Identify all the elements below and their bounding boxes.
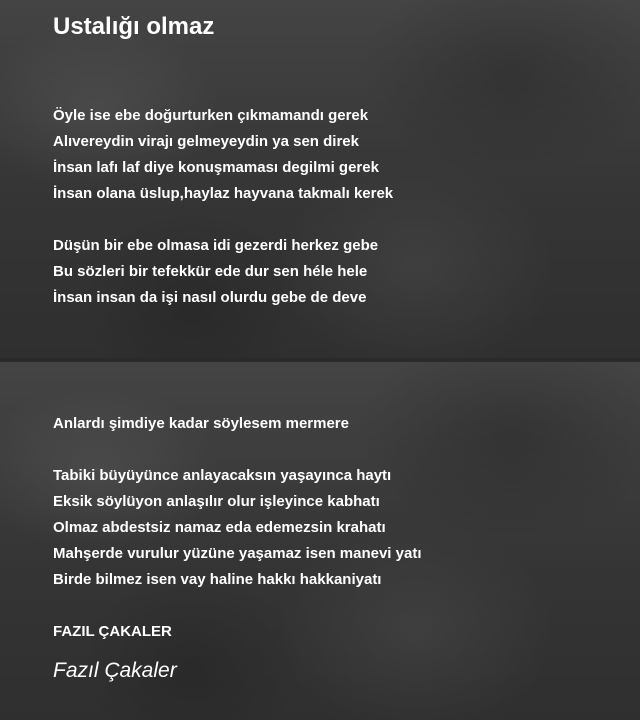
poem-line: Anlardı şimdiye kadar söylesem mermere (53, 415, 349, 432)
poem-line: Alıvereydin virajı gelmeyeydin ya sen direk (53, 133, 359, 150)
poem-title: Ustalığı olmaz (53, 13, 215, 40)
stanza-4 (53, 463, 421, 593)
poem-line: Olmaz abdestsiz namaz eda edemezsin krahatı (53, 519, 386, 536)
poem-line: Birde bilmez isen vay haline hakkı hakkaniyatı (53, 571, 382, 588)
poem-line: Bu sözleri bir tefekkür ede dur sen héle hele (53, 263, 368, 280)
poem-line: Öyle ise ebe doğurturken çıkmamandı gerek (53, 107, 369, 124)
author-name: FAZIL ÇAKALER (53, 623, 172, 640)
poem-line: İnsan insan da işi nasıl olurdu gebe de deve (53, 289, 367, 306)
poem-line: Düşün bir ebe olmasa idi gezerdi herkez gebe (53, 237, 379, 254)
poem-line: İnsan lafı laf diye konuşmaması degilmi gerek (53, 159, 379, 176)
poem-panel-bottom (0, 362, 640, 720)
poem-line: İnsan olana üslup,haylaz hayvana takmalı kerek (53, 185, 394, 202)
stanza-3 (53, 411, 349, 437)
poem-panel-top (0, 0, 640, 358)
poem-line: Tabiki büyüyünce anlayacaksın yaşayınca haytı (53, 467, 392, 484)
poem-line: Mahşerde vurulur yüzüne yaşamaz isen manevi yatı (53, 545, 422, 562)
stanza-2 (53, 233, 378, 311)
poem-line: Eksik söylüyon anlaşılır olur işleyince kabhatı (53, 493, 380, 510)
stanza-1 (53, 103, 393, 207)
author-signature: Fazıl Çakaler (53, 659, 177, 682)
